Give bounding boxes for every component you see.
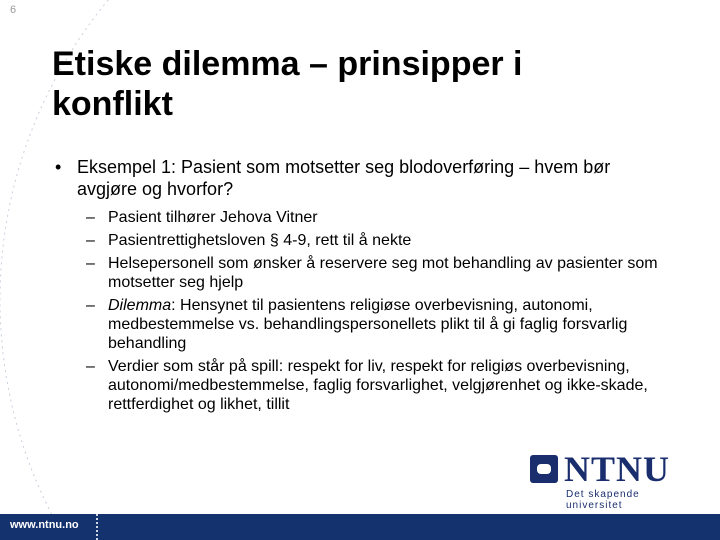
dash-marker: – [86, 209, 95, 226]
footer-divider [96, 514, 102, 540]
slide-number: 6 [10, 4, 17, 16]
sub-item-law [55, 231, 675, 250]
footer-bar [0, 514, 720, 540]
sub-list [55, 208, 675, 414]
sub-item-dilemma [55, 296, 675, 353]
ntnu-logo-icon [530, 455, 558, 483]
logo-tagline: Det skapende universitet [566, 489, 640, 511]
sub-item-emphasis: Dilemma [108, 297, 172, 314]
sub-item-text: Helsepersonell som ønsker å reservere seg mot behandling av pasienter som motsetter seg hjelp [108, 255, 658, 291]
dash-marker: – [86, 297, 95, 314]
sub-item-health-personnel [55, 254, 675, 292]
sub-item-text: Verdier som står på spill: respekt for liv, respekt for religiøs overbevisning, autonomi/medbestemmelse, faglig forsvarlighet, velgjørenhet og ikke-skade, rettferdighet og likhet, tillit [108, 358, 648, 413]
sub-item-jehova [55, 208, 675, 227]
bullet-marker: • [55, 157, 62, 177]
sub-item-text: Pasientrettighetsloven § 4-9, rett til å nekte [108, 232, 412, 249]
bullet-text: Eksempel 1: Pasient som motsetter seg blodoverføring – hvem bør avgjøre og hvorfor? [77, 157, 611, 199]
ntnu-logo [530, 449, 680, 511]
sub-item-values [55, 357, 675, 414]
footer-url-link[interactable]: www.ntnu.no [10, 519, 79, 531]
slide-title: Etiske dilemma – prinsipper i konflikt [52, 45, 523, 123]
slide-content [55, 156, 675, 418]
sub-item-text: Pasient tilhører Jehova Vitner [108, 209, 318, 226]
dash-marker: – [86, 358, 95, 375]
logo-wordmark: NTNU [564, 449, 671, 489]
bullet-item [55, 156, 675, 200]
dash-marker: – [86, 232, 95, 249]
sub-item-text: : Hensynet til pasientens religiøse overbevisning, autonomi, medbestemmelse vs. behandlingspersonellets plikt til å gi faglig forsvarlig behandling [108, 297, 628, 352]
dash-marker: – [86, 255, 95, 272]
